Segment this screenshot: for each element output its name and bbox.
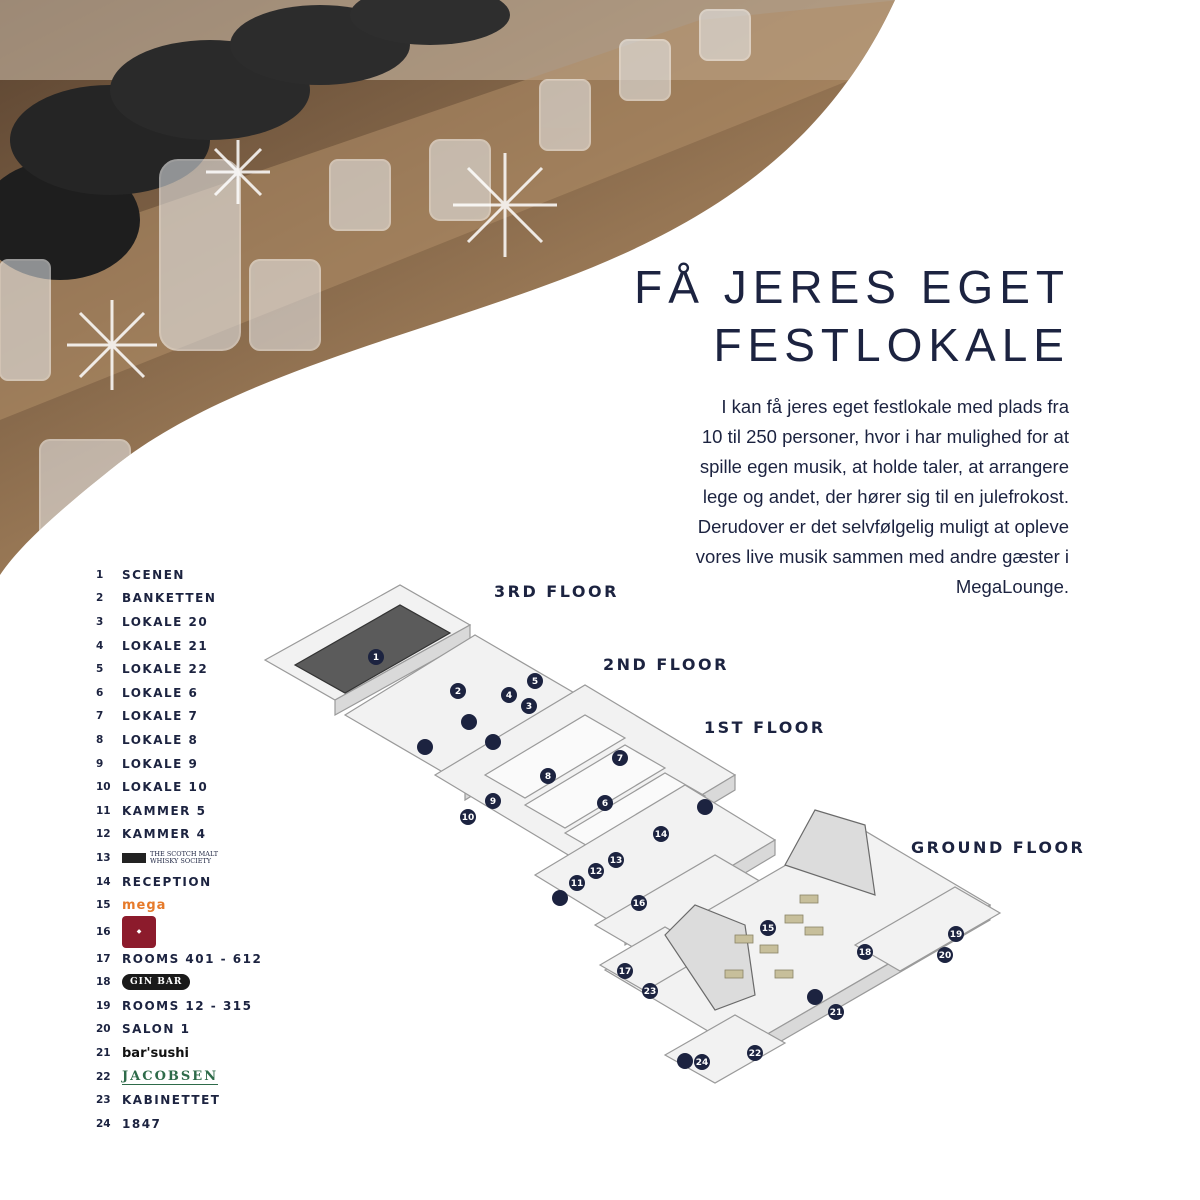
- intro-line: vores live musik sammen med andre gæster i: [695, 546, 1069, 567]
- map-marker: [937, 947, 953, 963]
- map-marker: [501, 687, 517, 703]
- legend-label: LOKALE 6: [122, 685, 199, 700]
- headline-line-2: FESTLOKALE: [713, 319, 1070, 371]
- legend-number: 7: [96, 710, 104, 723]
- map-marker: [760, 920, 776, 936]
- legend-label: LOKALE 7: [122, 709, 199, 724]
- legend-number: 15: [96, 899, 111, 912]
- legend-label: KABINETTET: [122, 1093, 221, 1108]
- svg-text:1: 1: [372, 653, 380, 663]
- legend-label: LOKALE 20: [122, 614, 209, 629]
- legend-number: 6: [96, 686, 104, 699]
- intro-line: 10 til 250 personer, hvor i har mulighed for at: [701, 426, 1069, 447]
- legend-number: 11: [96, 804, 111, 817]
- headline-line-1: FÅ JERES EGET: [634, 261, 1070, 313]
- svg-text:7: 7: [616, 754, 624, 764]
- svg-text:4: 4: [505, 691, 513, 701]
- legend-label: 1847: [122, 1116, 162, 1131]
- svg-text:16: 16: [632, 899, 646, 909]
- legend-label: LOKALE 22: [122, 662, 209, 677]
- map-marker: [612, 750, 628, 766]
- legend-number: 3: [96, 615, 104, 628]
- map-marker: [450, 683, 466, 699]
- legend-label: LOKALE 21: [122, 638, 209, 653]
- map-marker: [747, 1045, 763, 1061]
- svg-text:10: 10: [461, 813, 475, 823]
- legend-number: 1: [96, 568, 104, 581]
- legend-number: 24: [96, 1117, 111, 1130]
- legend-label: LOKALE 8: [122, 732, 199, 747]
- map-marker: [540, 768, 556, 784]
- svg-text:20: 20: [938, 951, 952, 961]
- svg-text:9: 9: [489, 797, 497, 807]
- mega-logo: mega: [122, 897, 167, 913]
- map-marker: [460, 809, 476, 825]
- legend-label: ROOMS 12 - 315: [122, 998, 253, 1013]
- smws-logo-line: WHISKY SOCIETY: [150, 856, 212, 865]
- legend-number: 23: [96, 1094, 111, 1107]
- map-marker: [653, 826, 669, 842]
- legend-label: KAMMER 5: [122, 803, 207, 818]
- intro-line: I kan få jeres eget festlokale med plads fra: [721, 396, 1069, 417]
- svg-text:19: 19: [949, 930, 963, 940]
- svg-text:11: 11: [570, 879, 584, 889]
- map-marker: [521, 698, 537, 714]
- legend-number: 9: [96, 757, 104, 770]
- legend-number: 13: [96, 851, 111, 864]
- map-marker: [569, 875, 585, 891]
- floor-label-1st: 1ST FLOOR: [704, 718, 826, 737]
- legend-number: 19: [96, 999, 111, 1012]
- legend-number: 10: [96, 781, 111, 794]
- floor-label-3rd: 3RD FLOOR: [494, 582, 619, 601]
- intro-line: MegaLounge.: [955, 576, 1069, 597]
- svg-text:23: 23: [643, 987, 657, 997]
- legend-number: 5: [96, 663, 104, 676]
- legend-number: 12: [96, 828, 111, 841]
- svg-text:5: 5: [531, 677, 539, 687]
- bodega-logo: ◆: [122, 916, 156, 948]
- map-marker: [588, 863, 604, 879]
- map-marker: [485, 793, 501, 809]
- svg-text:21: 21: [829, 1008, 843, 1018]
- svg-text:12: 12: [589, 867, 603, 877]
- legend-number: 17: [96, 952, 111, 965]
- map-marker: [857, 944, 873, 960]
- map-marker: [597, 795, 613, 811]
- intro-line: lege og andet, der hører sig til en julefrokost.: [702, 486, 1069, 507]
- bar-sushi-logo: bar'sushi: [122, 1045, 189, 1061]
- svg-text:6: 6: [601, 799, 609, 809]
- svg-text:22: 22: [748, 1049, 762, 1059]
- legend-number: 16: [96, 925, 111, 938]
- svg-text:2: 2: [454, 687, 462, 697]
- legend-number: 4: [96, 639, 104, 652]
- map-marker: [608, 852, 624, 868]
- legend-number: 2: [96, 592, 104, 605]
- legend-label: LOKALE 9: [122, 756, 199, 771]
- floor-label-ground: GROUND FLOOR: [911, 838, 1086, 857]
- legend-label: SCENEN: [122, 567, 185, 582]
- legend-number: 14: [96, 875, 111, 888]
- legend-item: [96, 1112, 286, 1136]
- svg-text:15: 15: [761, 924, 775, 934]
- legend-label: BANKETTEN: [122, 591, 217, 606]
- legend-label: ROOMS 401 - 612: [122, 951, 263, 966]
- smws-logo: [122, 851, 218, 865]
- svg-text:8: 8: [544, 772, 552, 782]
- map-marker: [642, 983, 658, 999]
- svg-text:17: 17: [618, 967, 632, 977]
- legend-number: 18: [96, 976, 111, 989]
- legend-label: RECEPTION: [122, 874, 212, 889]
- map-marker: [828, 1004, 844, 1020]
- legend-number: 20: [96, 1023, 111, 1036]
- smws-logo-line: THE SCOTCH MALT: [150, 849, 219, 858]
- map-marker: [948, 926, 964, 942]
- floor-plan: [255, 575, 1075, 1095]
- legend-number: 8: [96, 733, 104, 746]
- svg-text:14: 14: [654, 830, 668, 840]
- map-marker: [631, 895, 647, 911]
- legend-label: KAMMER 4: [122, 827, 207, 842]
- svg-text:18: 18: [858, 948, 872, 958]
- gin-bar-logo: GIN BAR: [122, 974, 190, 990]
- wheelchair-icon: [417, 739, 433, 755]
- map-marker: [368, 649, 384, 665]
- map-marker: [617, 963, 633, 979]
- svg-text:24: 24: [695, 1058, 709, 1068]
- map-marker: [527, 673, 543, 689]
- legend-label: LOKALE 10: [122, 780, 209, 795]
- legend-label: SALON 1: [122, 1022, 191, 1037]
- legend-number: 21: [96, 1047, 111, 1060]
- jacobsen-logo: JACOBSEN: [122, 1068, 219, 1084]
- cloakroom-icon: [485, 734, 501, 750]
- headline: [634, 258, 1070, 374]
- intro-line: Derudover er det selvfølgelig muligt at opleve: [697, 516, 1069, 537]
- map-marker: [694, 1054, 710, 1070]
- svg-text:3: 3: [525, 702, 533, 712]
- svg-text:13: 13: [609, 856, 623, 866]
- floor-label-2nd: 2ND FLOOR: [603, 655, 729, 674]
- intro-paragraph: [629, 392, 1069, 602]
- intro-line: spille egen musik, at holde taler, at arrangere: [699, 456, 1069, 477]
- legend-number: 22: [96, 1070, 111, 1083]
